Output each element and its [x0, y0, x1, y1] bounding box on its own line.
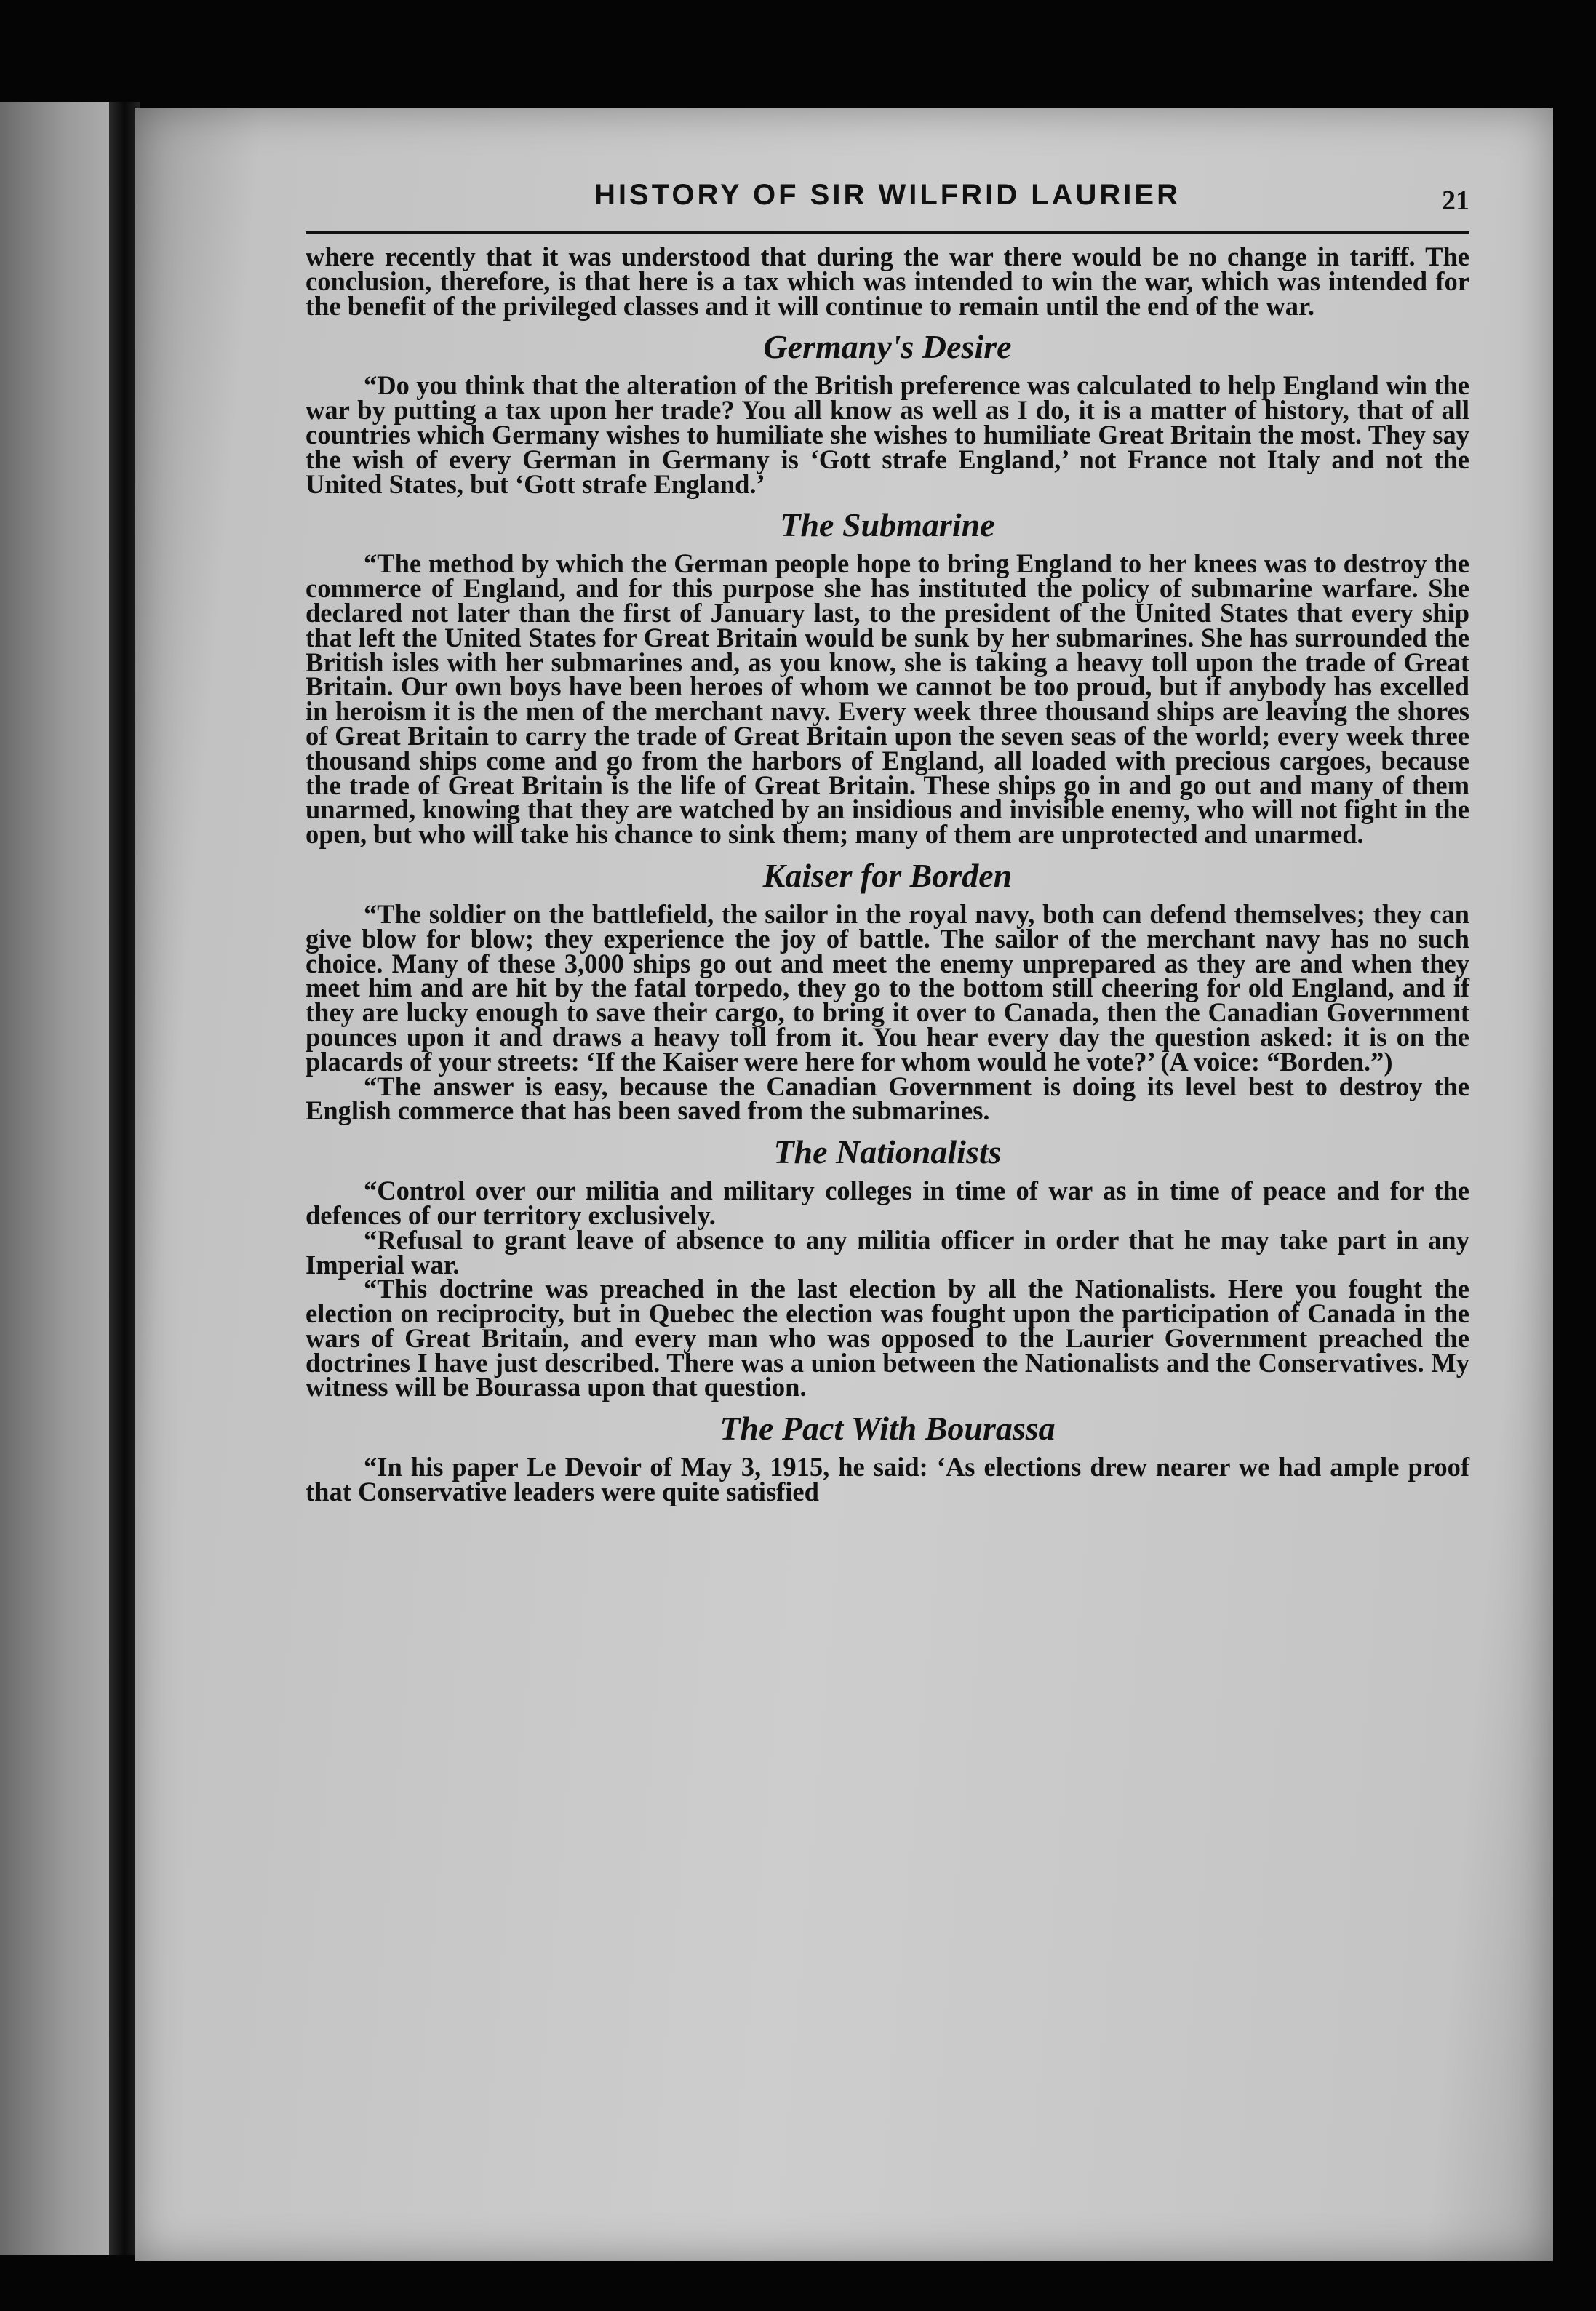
paragraph: “The answer is easy, because the Canadian Government is doing its level best to destroy the English commerce that has been saved from the submarines. — [306, 1071, 1469, 1126]
paragraph: “The method by which the German people hope to bring England to her knees was to destroy the commerce of England, and for this purpose she has instituted the policy of submarine warfare. She declared not later than the first of January last, to the president of the United States that every ship that left the United States for Great Britain would be sunk by her submarines. She has surrounded the British isles with her submarines and, as you know, she is taking a heavy toll upon the trade of Great Britain. Our own boys have been heroes of whom we cannot be too proud, but if anybody has excelled in heroism it is the men of the merchant navy. Every week three thousand ships are leaving the shores of Great Britain to carry the trade of Great Britain upon the seven seas of the world; every week three thousand ships come and go from the harbors of England, all loaded with precious cargoes, because the trade of Great Britain is the life of Great Britain. These ships go in and go out and many of them unarmed, knowing that they are watched by an insidious and invisible enemy, who will not fight in the open, but who will take his chance to sink them; many of them are unprotected and unarmed. — [306, 548, 1469, 850]
running-head-title: HISTORY OF SIR WILFRID LAURIER — [594, 179, 1181, 211]
paragraph: “This doctrine was preached in the last election by all the Nationalists. Here you fought the election on reciprocity, but in Quebec the election was fought upon the participation of Canada in the wars of Great Britain, and every man who was opposed to the Laurier Government preached the doctrines I have just described. There was a union between the Nationalists and the Conservatives. My witness will be Bourassa upon that question. — [306, 1274, 1469, 1402]
section-heading-the-nationalists: The Nationalists — [773, 1133, 1002, 1171]
section-heading-germanys-desire: Germany's Desire — [763, 328, 1012, 366]
paragraph: “Refusal to grant leave of absence to any militia officer in order that he may take part in any Imperial war. — [306, 1224, 1469, 1280]
paragraph: “Control over our militia and military colleges in time of war as in time of peace and for the defences of our territory exclusively. — [306, 1176, 1469, 1230]
paragraph: “Do you think that the alteration of the British preference was calculated to help England win the war by putting a tax upon her trade? You all know as well as I do, it is a matter of history, that of all countries which Germany wishes to humiliate she wishes to humiliate Great Britain the most. They say the wish of every German in Germany is ‘Gott strafe England,’ not France not Italy and not the United States, but ‘Gott strafe England.’ — [306, 370, 1469, 499]
section-heading-the-pact-with-bourassa: The Pact With Bourassa — [719, 1410, 1056, 1448]
section-heading-kaiser-for-borden: Kaiser for Borden — [762, 856, 1013, 894]
paragraph: “The soldier on the battlefield, the sailor in the royal navy, both can defend themselves; they can give blow for blow; they experience the joy of battle. The sailor of the merchant navy has no such choice. Many of these 3,000 ships go out and meet the enemy unprepared as they are and when they meet him and are hit by the fatal torpedo, they go to the bottom still cheering for old England, and if they are lucky enough to save their cargo, to bring it over to Canada, then the Canadian Government pounces upon it and draws a heavy toll from it. You hear every day the question asked: it is on the placards of your streets: ‘If the Kaiser were here for whom would he vote?’ (A voice: “Borden.”) — [306, 898, 1469, 1077]
paragraph-continued: where recently that it was understood that during the war there would be no change in tariff. The conclusion, therefore, is that here is a tax which was intended to win the war, which was intended for the benefit of the privileged classes and it will continue to remain until the end of the war. — [306, 242, 1469, 321]
facing-page-edge — [0, 102, 120, 2255]
running-head — [306, 166, 1469, 234]
page-number: 21 — [1442, 185, 1469, 216]
section-heading-the-submarine: The Submarine — [780, 506, 995, 544]
paragraph: “In his paper Le Devoir of May 3, 1915, he said: ‘As elections drew nearer we had ample proof that Conservative leaders were quite satisfied — [306, 1452, 1469, 1507]
page-content — [306, 166, 1469, 1507]
book-page — [135, 108, 1553, 2261]
